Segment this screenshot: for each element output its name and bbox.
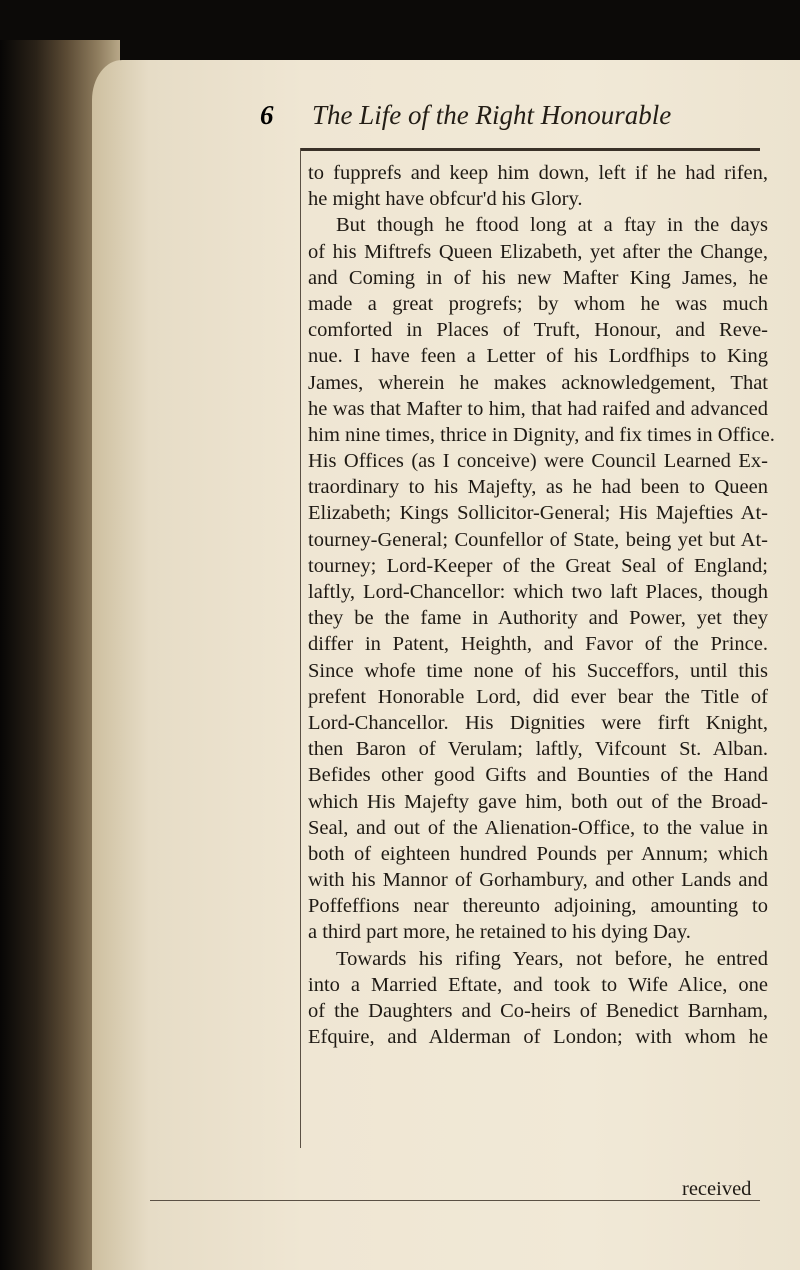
- margin-rule: [300, 148, 301, 1148]
- text-line: he might have obfcur'd his Glory.: [308, 188, 583, 211]
- text-line: James, wherein he makes acknowledgement, That: [308, 371, 768, 394]
- text-line: Befides other good Gifts and Bounties of the Hand: [308, 764, 768, 787]
- text-line: made a great progrefs; by whom he was much: [308, 292, 768, 315]
- text-line: they be the fame in Authority and Power, yet they: [308, 607, 768, 630]
- catchword: received: [682, 1178, 752, 1200]
- text-line: Seal, and out of the Alienation-Office, to the value in: [308, 816, 768, 839]
- text-line: His Offices (as I conceive) were Council Learned Ex-: [308, 450, 768, 473]
- text-line: and Coming in of his new Mafter King James, he: [308, 266, 768, 289]
- body-text: [308, 160, 775, 1050]
- text-line: Poffeffions near thereunto adjoining, amounting to: [308, 895, 768, 918]
- text-line: into a Married Eftate, and took to Wife Alice, one: [308, 973, 768, 996]
- text-line: Towards his rifing Years, not before, he entred: [336, 947, 768, 970]
- text-line: tourney; Lord-Keeper of the Great Seal of England;: [308, 554, 768, 577]
- text-line: then Baron of Verulam; laftly, Vifcount St. Alban.: [308, 738, 768, 761]
- text-line: he was that Mafter to him, that had raifed and advanced: [308, 397, 768, 420]
- text-line: of his Miftrefs Queen Elizabeth, yet after the Change,: [308, 240, 768, 263]
- text-line: both of eighteen hundred Pounds per Annum; which: [308, 842, 768, 865]
- text-line: tourney-General; Counfellor of State, being yet but At-: [308, 528, 768, 551]
- text-line: prefent Honorable Lord, did ever bear the Title of: [308, 685, 768, 708]
- text-line: a third part more, he retained to his dying Day.: [308, 921, 691, 944]
- text-line: to fupprefs and keep him down, left if he had rifen,: [308, 162, 768, 184]
- text-line: differ in Patent, Heighth, and Favor of the Prince.: [308, 633, 768, 656]
- text-line: laftly, Lord-Chancellor: which two laft Places, though: [308, 581, 768, 603]
- running-title: The Life of the Right Honourable: [312, 100, 672, 130]
- text-line: But though he ftood long at a ftay in the days: [336, 214, 768, 237]
- text-line: Lord-Chancellor. His Dignities were firft Knight,: [308, 711, 768, 734]
- text-line: traordinary to his Majefty, as he had been to Queen: [308, 476, 768, 499]
- header-rule: [300, 148, 760, 151]
- bottom-rule: [150, 1200, 760, 1201]
- text-line: Efquire, and Alderman of London; with whom he: [308, 1026, 768, 1049]
- page-number: 6: [260, 100, 274, 130]
- text-line: which His Majefty gave him, both out of the Broad-: [308, 790, 768, 813]
- text-line: nue. I have feen a Letter of his Lordfhips to King: [308, 345, 768, 368]
- text-line: Since whofe time none of his Succeffors, until this: [308, 659, 768, 682]
- text-line: with his Mannor of Gorhambury, and other Lands and: [308, 869, 768, 892]
- text-line: comforted in Places of Truft, Honour, and Reve-: [308, 319, 768, 342]
- text-line: of the Daughters and Co-heirs of Benedict Barnham,: [308, 1000, 768, 1022]
- text-line: him nine times, thrice in Dignity, and fix times in Office.: [308, 423, 775, 446]
- text-line: Elizabeth; Kings Sollicitor-General; His Majefties At-: [308, 502, 768, 525]
